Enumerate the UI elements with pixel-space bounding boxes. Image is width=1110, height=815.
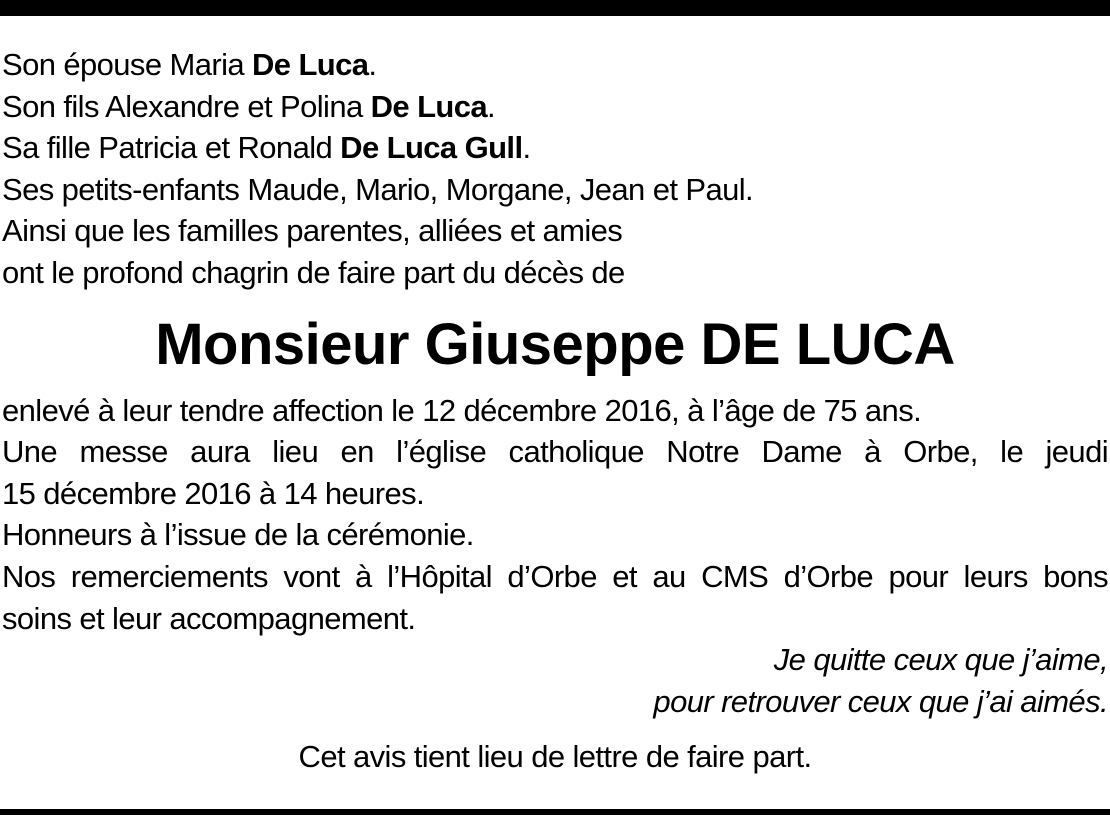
family-line-punct: . <box>368 47 377 82</box>
quote-line-2: pour retrouver ceux que j’ai aimés. <box>653 683 1108 719</box>
top-border <box>0 0 1110 16</box>
grandchildren-line: Ses petits-enfants Maude, Mario, Morgane, Jean et Paul. <box>2 171 754 207</box>
family-surname: De Luca <box>252 47 369 82</box>
family-line-daughter <box>2 127 1108 169</box>
quote-line-1: Je quitte ceux que j’aime, <box>773 642 1108 678</box>
thanks-line-1: Nos remerciements vont à l’Hôpital d’Orbe et au CMS d’Orbe pour leurs bons <box>2 558 1108 594</box>
announcement-line: ont le profond chagrin de faire part du décès de <box>2 254 625 290</box>
family-line-spouse <box>2 44 1108 86</box>
family-line-punct: . <box>522 130 531 166</box>
family-surname: De Luca Gull <box>340 130 523 166</box>
family-line-text: Son épouse Maria <box>2 47 253 82</box>
mass-line-2: 15 décembre 2016 à 14 heures. <box>2 475 425 511</box>
family-line-son <box>2 86 1108 128</box>
relatives-line: Ainsi que les familles parentes, alliées et amies <box>2 213 623 249</box>
family-line-text: Sa fille Patricia et Ronald <box>2 130 341 166</box>
mass-line-1: Une messe aura lieu en l’église catholique Notre Dame à Orbe, le jeudi <box>2 434 1108 470</box>
deceased-name: Monsieur Giuseppe DE LUCA <box>155 311 955 377</box>
bottom-border <box>0 809 1110 815</box>
family-line-punct: . <box>487 88 496 124</box>
death-line: enlevé à leur tendre affection le 12 décembre 2016, à l’âge de 75 ans. <box>2 392 922 428</box>
family-line-text: Son fils Alexandre et Polina <box>2 88 371 124</box>
closing-line: Cet avis tient lieu de lettre de faire part. <box>298 739 812 775</box>
obituary-notice <box>2 44 1108 778</box>
honours-line: Honneurs à l’issue de la cérémonie. <box>2 517 474 553</box>
thanks-line-2: soins et leur accompagnement. <box>2 600 416 636</box>
family-surname: De Luca <box>370 88 488 124</box>
